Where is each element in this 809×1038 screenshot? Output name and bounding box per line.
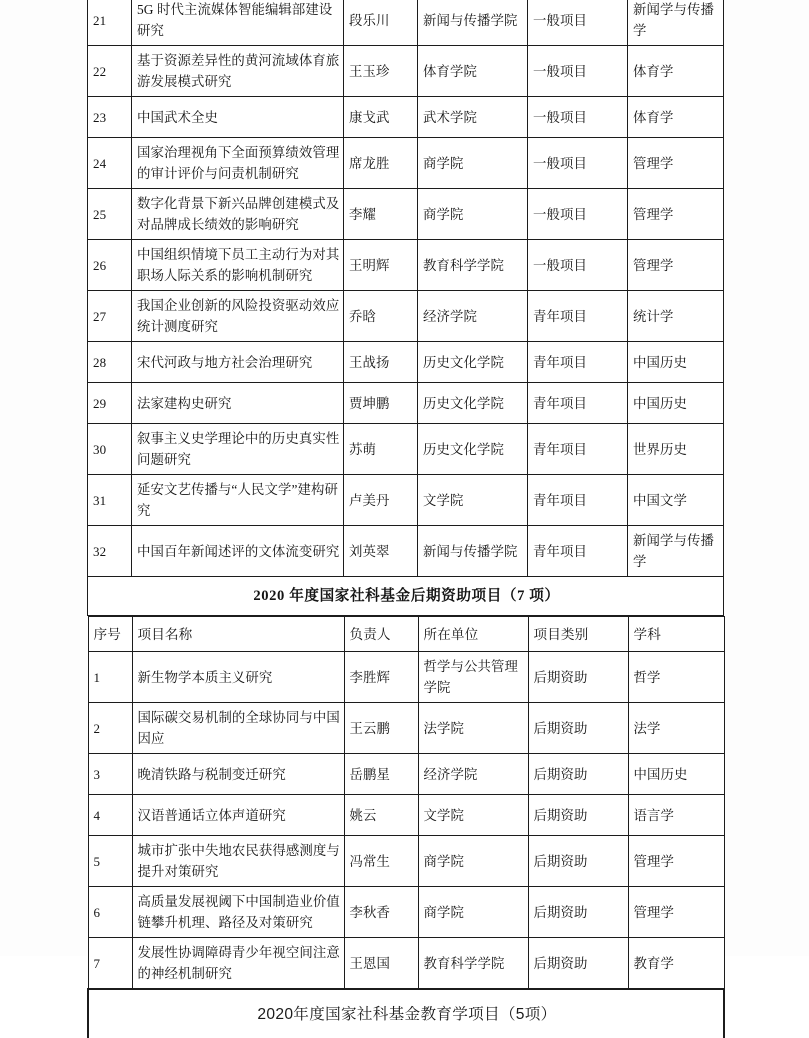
cell-type: 后期资助 <box>528 652 628 703</box>
cell-leader: 王恩国 <box>344 938 418 990</box>
column-header-type: 项目类别 <box>528 617 628 652</box>
cell-leader: 卢美丹 <box>344 475 418 526</box>
column-header-project-name: 项目名称 <box>132 617 344 652</box>
cell-leader: 王云鹏 <box>344 703 418 754</box>
table-row <box>88 97 724 138</box>
cell-seq: 30 <box>88 424 132 475</box>
cell-seq: 2 <box>88 703 132 754</box>
column-header-discipline: 学科 <box>628 617 724 652</box>
cell-discipline: 中国历史 <box>628 383 724 424</box>
cell-leader: 乔晗 <box>344 291 418 342</box>
cell-project-name: 发展性协调障碍青少年视空间注意的神经机制研究 <box>132 938 344 990</box>
cell-project-name: 国家治理视角下全面预算绩效管理的审计评价与问责机制研究 <box>132 138 344 189</box>
cell-project-name: 法家建构史研究 <box>132 383 344 424</box>
cell-project-name: 高质量发展视阈下中国制造业价值链攀升机理、路径及对策研究 <box>132 887 344 938</box>
table-row <box>88 795 724 836</box>
cell-discipline: 管理学 <box>628 240 724 291</box>
cell-seq: 29 <box>88 383 132 424</box>
cell-discipline: 新闻学与传播学 <box>628 0 724 46</box>
cell-unit: 商学院 <box>418 836 528 887</box>
table-row <box>88 887 724 938</box>
table-row <box>88 291 724 342</box>
cell-type: 后期资助 <box>528 703 628 754</box>
cell-unit: 历史文化学院 <box>418 342 528 383</box>
cell-leader: 李胜辉 <box>344 652 418 703</box>
column-header-leader: 负责人 <box>344 617 418 652</box>
cell-project-name: 基于资源差异性的黄河流域体育旅游发展模式研究 <box>132 46 344 97</box>
cell-project-name: 延安文艺传播与“人民文学”建构研究 <box>132 475 344 526</box>
cell-leader: 席龙胜 <box>344 138 418 189</box>
cell-type: 青年项目 <box>528 526 628 577</box>
section-title-row-houqi <box>88 577 724 616</box>
cell-seq: 27 <box>88 291 132 342</box>
cell-leader: 姚云 <box>344 795 418 836</box>
table-row <box>88 652 724 703</box>
cell-seq: 23 <box>88 97 132 138</box>
column-header-seq: 序号 <box>88 617 132 652</box>
cell-seq: 3 <box>88 754 132 795</box>
table-general-projects <box>87 0 724 616</box>
cell-unit: 商学院 <box>418 189 528 240</box>
table-houqi-body <box>88 617 724 1038</box>
cell-project-name: 我国企业创新的风险投资驱动效应统计测度研究 <box>132 291 344 342</box>
table-row <box>88 46 724 97</box>
cell-seq: 21 <box>88 0 132 46</box>
cell-leader: 王玉珍 <box>344 46 418 97</box>
cell-seq: 4 <box>88 795 132 836</box>
cell-seq: 31 <box>88 475 132 526</box>
cell-type: 一般项目 <box>528 240 628 291</box>
cell-leader: 贾坤鹏 <box>344 383 418 424</box>
cell-project-name: 数字化背景下新兴品牌创建模式及对品牌成长绩效的影响研究 <box>132 189 344 240</box>
section-title-row-jiaoyuxue <box>88 989 724 1038</box>
cell-project-name: 宋代河政与地方社会治理研究 <box>132 342 344 383</box>
cell-seq: 28 <box>88 342 132 383</box>
cell-discipline: 管理学 <box>628 887 724 938</box>
cell-section-title <box>88 989 724 1038</box>
table-row <box>88 475 724 526</box>
table-row <box>88 383 724 424</box>
cell-unit: 体育学院 <box>418 46 528 97</box>
cell-seq: 22 <box>88 46 132 97</box>
cell-project-name: 5G 时代主流媒体智能编辑部建设研究 <box>132 0 344 46</box>
cell-seq: 25 <box>88 189 132 240</box>
cell-type: 一般项目 <box>528 46 628 97</box>
table-row <box>88 240 724 291</box>
cell-unit: 经济学院 <box>418 291 528 342</box>
table-houqi-projects <box>87 616 725 1038</box>
document-body <box>87 0 723 1038</box>
cell-leader: 冯常生 <box>344 836 418 887</box>
section-title-houqi: 2020 年度国家社科基金后期资助项目（7 项） <box>88 582 723 611</box>
cell-type: 青年项目 <box>528 424 628 475</box>
cell-project-name: 城市扩张中失地农民获得感测度与提升对策研究 <box>132 836 344 887</box>
cell-type: 青年项目 <box>528 342 628 383</box>
cell-discipline: 管理学 <box>628 836 724 887</box>
cell-leader: 王明辉 <box>344 240 418 291</box>
cell-unit: 商学院 <box>418 887 528 938</box>
cell-type: 后期资助 <box>528 887 628 938</box>
cell-seq: 1 <box>88 652 132 703</box>
table-row <box>88 342 724 383</box>
cell-project-name: 汉语普通话立体声道研究 <box>132 795 344 836</box>
cell-type: 后期资助 <box>528 795 628 836</box>
table-general-body <box>88 0 724 616</box>
cell-unit: 法学院 <box>418 703 528 754</box>
cell-leader: 苏萌 <box>344 424 418 475</box>
table-row <box>88 189 724 240</box>
cell-leader: 段乐川 <box>344 0 418 46</box>
cell-seq: 26 <box>88 240 132 291</box>
cell-leader: 岳鹏星 <box>344 754 418 795</box>
cell-section-title <box>88 577 724 616</box>
cell-seq: 24 <box>88 138 132 189</box>
table-row <box>88 836 724 887</box>
cell-seq: 5 <box>88 836 132 887</box>
cell-project-name: 中国武术全史 <box>132 97 344 138</box>
table-row <box>88 0 724 46</box>
cell-leader: 康戈武 <box>344 97 418 138</box>
cell-type: 一般项目 <box>528 138 628 189</box>
cell-leader: 刘英翠 <box>344 526 418 577</box>
cell-unit: 历史文化学院 <box>418 424 528 475</box>
cell-unit: 文学院 <box>418 475 528 526</box>
cell-leader: 王战扬 <box>344 342 418 383</box>
cell-type: 一般项目 <box>528 189 628 240</box>
cell-unit: 武术学院 <box>418 97 528 138</box>
cell-discipline: 中国历史 <box>628 342 724 383</box>
cell-unit: 商学院 <box>418 138 528 189</box>
cell-seq: 32 <box>88 526 132 577</box>
cell-unit: 哲学与公共管理学院 <box>418 652 528 703</box>
cell-project-name: 新生物学本质主义研究 <box>132 652 344 703</box>
cell-project-name: 叙事主义史学理论中的历史真实性问题研究 <box>132 424 344 475</box>
cell-discipline: 新闻学与传播学 <box>628 526 724 577</box>
cell-discipline: 法学 <box>628 703 724 754</box>
cell-unit: 新闻与传播学院 <box>418 526 528 577</box>
cell-discipline: 世界历史 <box>628 424 724 475</box>
cell-discipline: 中国文学 <box>628 475 724 526</box>
cell-type: 后期资助 <box>528 836 628 887</box>
cell-unit: 文学院 <box>418 795 528 836</box>
cell-project-name: 中国百年新闻述评的文体流变研究 <box>132 526 344 577</box>
cell-unit: 教育科学学院 <box>418 240 528 291</box>
column-header-unit: 所在单位 <box>418 617 528 652</box>
cell-type: 一般项目 <box>528 97 628 138</box>
cell-type: 一般项目 <box>528 0 628 46</box>
cell-type: 青年项目 <box>528 291 628 342</box>
cell-discipline: 中国历史 <box>628 754 724 795</box>
cell-unit: 教育科学学院 <box>418 938 528 990</box>
cell-type: 青年项目 <box>528 475 628 526</box>
table-row <box>88 703 724 754</box>
table-row <box>88 138 724 189</box>
table-header-row <box>88 617 724 652</box>
cell-seq: 7 <box>88 938 132 990</box>
cell-project-name: 国际碳交易机制的全球协同与中国因应 <box>132 703 344 754</box>
cell-seq: 6 <box>88 887 132 938</box>
cell-discipline: 体育学 <box>628 97 724 138</box>
cell-discipline: 体育学 <box>628 46 724 97</box>
cell-discipline: 管理学 <box>628 138 724 189</box>
cell-unit: 新闻与传播学院 <box>418 0 528 46</box>
cell-unit: 历史文化学院 <box>418 383 528 424</box>
cell-discipline: 管理学 <box>628 189 724 240</box>
cell-project-name: 中国组织情境下员工主动行为对其职场人际关系的影响机制研究 <box>132 240 344 291</box>
cell-discipline: 教育学 <box>628 938 724 990</box>
section-title-jiaoyuxue: 2020年度国家社科基金教育学项目（5项） <box>89 1000 723 1029</box>
cell-unit: 经济学院 <box>418 754 528 795</box>
cell-discipline: 统计学 <box>628 291 724 342</box>
table-row <box>88 424 724 475</box>
cell-discipline: 哲学 <box>628 652 724 703</box>
cell-project-name: 晚清铁路与税制变迁研究 <box>132 754 344 795</box>
table-row <box>88 938 724 990</box>
cell-discipline: 语言学 <box>628 795 724 836</box>
cell-type: 后期资助 <box>528 754 628 795</box>
table-row <box>88 526 724 577</box>
cell-type: 后期资助 <box>528 938 628 990</box>
cell-leader: 李秋香 <box>344 887 418 938</box>
cell-type: 青年项目 <box>528 383 628 424</box>
table-row <box>88 754 724 795</box>
cell-leader: 李耀 <box>344 189 418 240</box>
